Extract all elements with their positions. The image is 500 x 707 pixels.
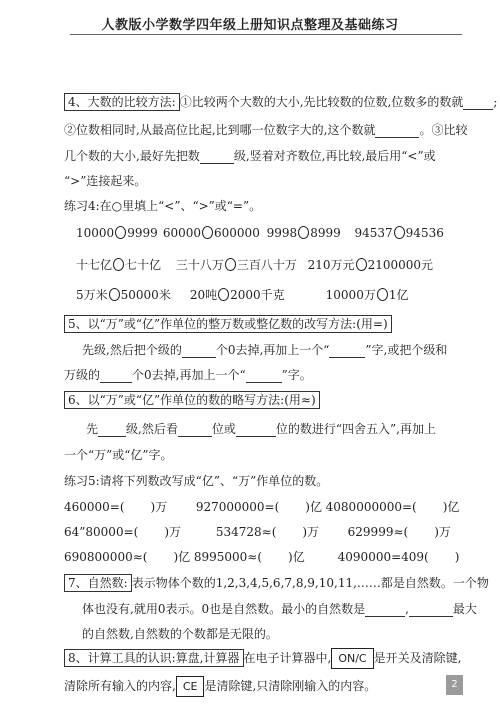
on-c-key-box: ON/C xyxy=(331,648,373,669)
compare-item: 210万元 2100000元 xyxy=(307,258,434,272)
s6-text: 级,然后看 xyxy=(126,422,178,436)
s6-text: 位或 xyxy=(211,422,236,436)
s5-text: 个0去掉,再加上一个“ xyxy=(132,368,246,382)
s4-text2-end: 。③比较 xyxy=(419,123,468,137)
s5-line1 xyxy=(64,315,392,332)
s4-line4: “>”连接起来。 xyxy=(64,174,147,188)
s5-text: ”字。 xyxy=(281,368,312,382)
ex5-row2 xyxy=(64,523,451,540)
compare-item: 9998 8999 xyxy=(266,226,341,240)
compare-circle[interactable] xyxy=(202,226,213,239)
compare-circle[interactable] xyxy=(225,258,236,271)
ex4-row2 xyxy=(76,256,433,273)
rewrite-item: 64”80000=( )万 xyxy=(64,525,182,539)
s6-text: 位的数进行“四舍五入”,再加上 xyxy=(275,422,436,436)
s8-text: 是开关及清除键, xyxy=(373,651,462,665)
s4-text1-end: ; xyxy=(493,95,498,109)
compare-circle[interactable] xyxy=(377,288,388,301)
blank xyxy=(98,424,126,437)
s7-text: , xyxy=(405,602,409,616)
s8-line2 xyxy=(64,676,376,697)
rewrite-item: 4090000=409( ) xyxy=(337,550,460,564)
compare-circle[interactable] xyxy=(394,226,405,239)
rewrite-item: 4080000000=( )亿 xyxy=(325,500,460,514)
rewrite-item: 8995000≈( )亿 xyxy=(193,550,305,564)
blank xyxy=(236,424,276,437)
compare-item: 10000万 1亿 xyxy=(325,288,409,302)
header-rule xyxy=(70,34,462,35)
blank xyxy=(178,424,212,437)
blank xyxy=(246,370,282,383)
compare-item: 十七亿 七十亿 xyxy=(76,258,162,272)
blank xyxy=(182,345,216,358)
s4-text3-end: 级,竖着对齐数位,再比较,最后用“<”或 xyxy=(233,149,436,163)
s4-text1: ①比较两个大数的大小,先比较数的位数,位数多的数就 xyxy=(179,95,464,109)
compare-item: 10000 9999 xyxy=(76,226,158,240)
s7-line3: 的自然数,自然数的个数都是无限的。 xyxy=(82,627,278,641)
compare-circle[interactable] xyxy=(113,258,124,271)
s5-text: 先级,然后把个级的 xyxy=(82,343,182,357)
compare-circle[interactable] xyxy=(298,226,309,239)
rewrite-item: 927000000=( )亿 xyxy=(195,500,322,514)
s7-text: 最大 xyxy=(452,602,477,616)
compare-item: 20吨 2000千克 xyxy=(189,288,285,302)
s6-line1 xyxy=(64,391,320,408)
s5-line2 xyxy=(82,341,447,358)
blank xyxy=(463,97,493,110)
s5-line3 xyxy=(64,366,312,383)
rewrite-item: 690800000≈( )亿 xyxy=(64,550,191,564)
compare-item: 5万米 50000米 xyxy=(76,288,171,302)
blank xyxy=(365,604,405,617)
ex4-title: 练习4:在○里填上“<”、“>”或“=”。 xyxy=(64,199,262,213)
rewrite-item: 629999≈( )万 xyxy=(347,525,451,539)
s8-heading: 8、计算工具的认识:算盘,计算器 xyxy=(64,649,244,667)
compare-item: 60000 600000 xyxy=(162,226,260,240)
s8-text: 清除所有输入的内容, xyxy=(64,679,176,693)
s7-text: 体也没有,就用0表示。0也是自然数。最小的自然数是 xyxy=(82,602,366,616)
compare-circle[interactable] xyxy=(218,288,229,301)
s4-heading: 4、大数的比较方法: xyxy=(64,93,180,111)
page-header-title: 人教版小学数学四年级上册知识点整理及基础练习 xyxy=(101,18,399,33)
blank xyxy=(409,604,453,617)
s7-line2 xyxy=(82,600,477,617)
s6-line3: 一个“万”或“亿”字。 xyxy=(64,448,173,462)
ex5-title: 练习5:请将下列数改写成“亿”、“万”作单位的数。 xyxy=(64,474,329,488)
ex4-row1 xyxy=(76,226,444,240)
ex5-row1 xyxy=(64,498,459,515)
s8-text: 在电子计算器中, xyxy=(243,651,332,665)
s5-text: ”字,或把个级和 xyxy=(365,343,448,357)
blank xyxy=(329,345,365,358)
s5-heading: 5、以“万”或“亿”作单位的整万数或整亿数的改写方法:(用=) xyxy=(64,315,392,333)
s4-line1 xyxy=(64,93,497,110)
blank xyxy=(200,151,234,164)
s7-text: 表示物体个数的1,2,3,4,5,6,7,8,9,10,11,……都是自然数。一个物 xyxy=(131,576,489,590)
ce-key-box: CE xyxy=(176,676,205,697)
s7-line1 xyxy=(64,574,489,591)
s6-text: 先 xyxy=(86,422,99,436)
s4-text3: 几个数的大小,最好先把数 xyxy=(64,149,200,163)
ex5-row3 xyxy=(64,548,459,565)
s5-text: 个0去掉,再加上一个“ xyxy=(215,343,330,357)
s4-line2 xyxy=(64,121,467,138)
rewrite-item: 460000=( )万 xyxy=(64,500,168,514)
s4-text2: ②位数相同时,从最高位比起,比到哪一位数字大的,这个数就 xyxy=(64,123,376,137)
s6-heading: 6、以“万”或“亿”作单位的数的略写方法:(用≈) xyxy=(64,391,320,409)
s6-line2 xyxy=(86,420,436,437)
compare-item: 94537 94536 xyxy=(354,226,444,240)
compare-circle[interactable] xyxy=(115,226,126,239)
compare-circle[interactable] xyxy=(109,288,120,301)
compare-item: 三十八万 三百八十万 xyxy=(175,258,297,272)
s8-text: 是清除键,只清除刚输入的内容。 xyxy=(204,679,377,693)
blank xyxy=(100,370,132,383)
blank xyxy=(375,125,419,138)
page-number: 2 xyxy=(446,675,463,695)
s4-line3 xyxy=(64,147,436,164)
s7-heading: 7、自然数: xyxy=(64,574,132,592)
compare-circle[interactable] xyxy=(356,258,367,271)
ex4-row3 xyxy=(76,286,408,303)
rewrite-item: 534728≈( )万 xyxy=(215,525,320,539)
s8-line1 xyxy=(64,648,461,669)
s5-text: 万级的 xyxy=(64,368,101,382)
